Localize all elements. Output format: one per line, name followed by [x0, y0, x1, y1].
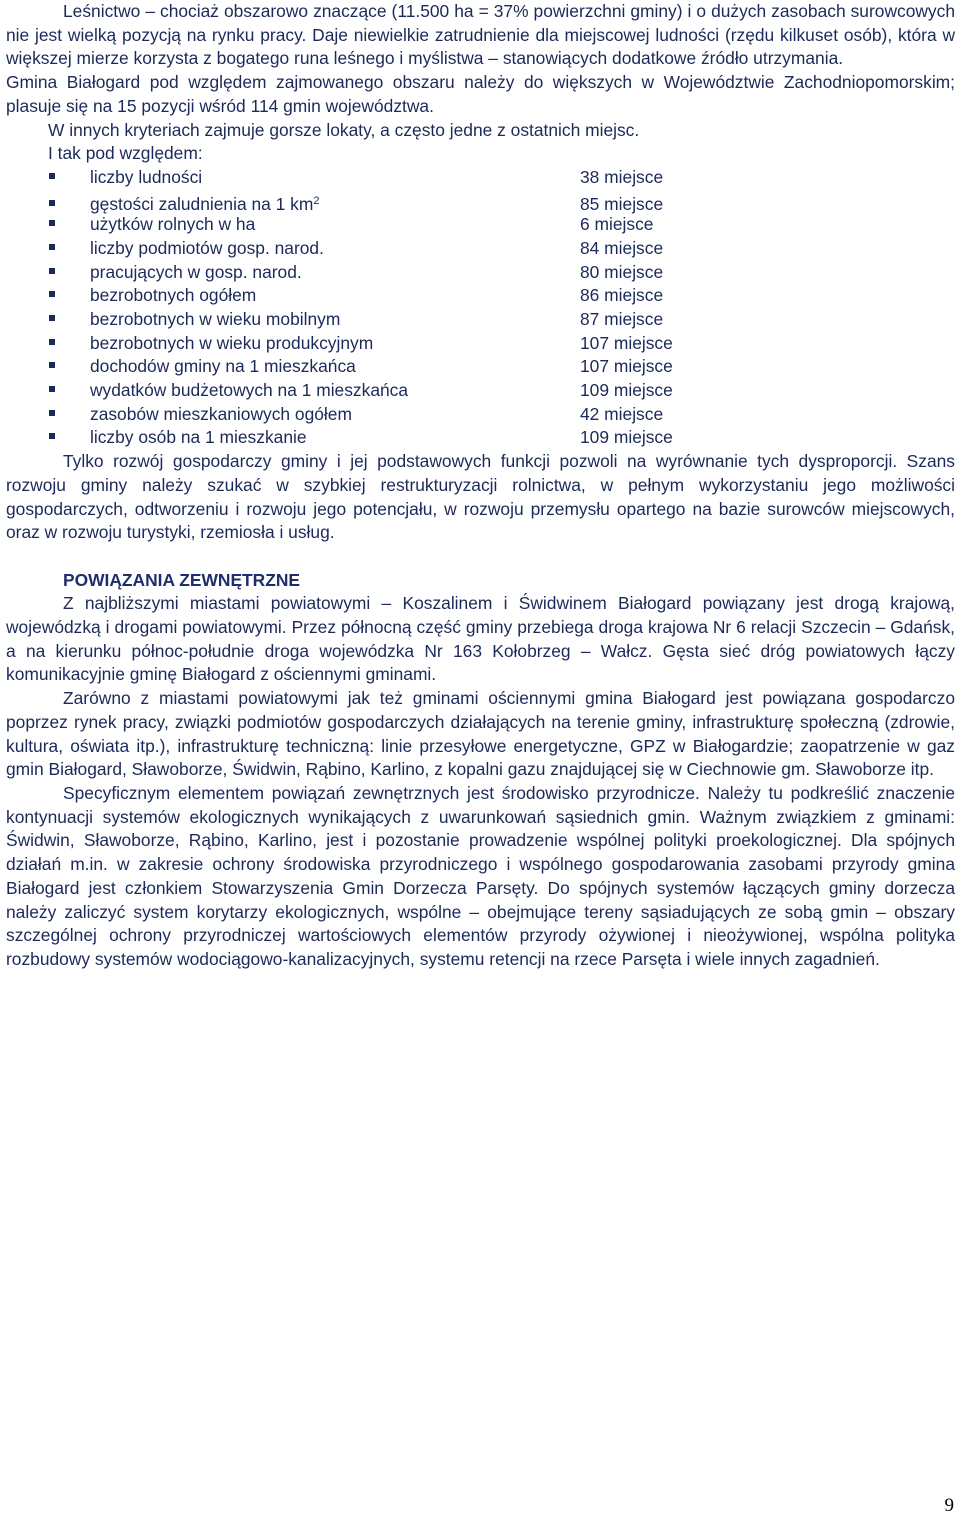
ranking-value: 107 miejsce [580, 332, 673, 353]
section-heading: POWIĄZANIA ZEWNĘTRZNE [63, 569, 301, 590]
ranking-value: 85 miejsce [580, 193, 664, 214]
list-item [48, 308, 955, 332]
document-page [6, 0, 955, 972]
list-item [48, 403, 955, 427]
superscript: 2 [313, 194, 320, 207]
ranking-value: 109 miejsce [580, 380, 673, 401]
ranking-value: 107 miejsce [580, 356, 673, 377]
list-item [48, 261, 955, 285]
ranking-label: użytków rolnych w ha [90, 214, 256, 235]
ranking-label: bezrobotnych w wieku produkcyjnym [90, 332, 374, 353]
list-item [48, 426, 955, 450]
ranking-label: bezrobotnych ogółem [90, 285, 257, 306]
ranking-label: zasobów mieszkaniowych ogółem [90, 403, 352, 424]
ranking-label: pracujących w gosp. narod. [90, 261, 302, 282]
ranking-label: liczby podmiotów gosp. narod. [90, 237, 324, 258]
ranking-intro: I tak pod względem: [48, 143, 203, 164]
ranking-value: 84 miejsce [580, 237, 664, 258]
ranking-value: 86 miejsce [580, 285, 664, 306]
ranking-label [48, 190, 580, 217]
list-item [48, 213, 955, 237]
economic-links-paragraph: Zarówno z miastami powiatowymi jak też gminami ościennymi gmina Białogard jest powiązana gospodarczo poprzez rynek pracy, związki podmiotów gospodarczych działających na terenie gminy, infrastrukturę społeczną (zdrowie, kultura, oświata itp.), infrastrukturę techniczną: linie przesyłowe energetyczne, GPZ w Białogardzie; zaopatrzenie w gaz gmin Białogard, Sławoborze, Świdwin, Rąbino, Karlino, z kopalni gazu znajdującej się w Ciechnowie gm. Sławoborze itp. [6, 688, 955, 780]
ranking-label: liczby osób na 1 mieszkanie [90, 427, 307, 448]
list-item [48, 284, 955, 308]
ranking-value: 87 miejsce [580, 309, 664, 330]
ranking-value: 80 miejsce [580, 261, 664, 282]
list-item [48, 332, 955, 356]
list-item [48, 190, 955, 214]
ranking-value: 6 miejsce [580, 214, 654, 235]
list-item [48, 166, 955, 190]
ranking-label: dochodów gminy na 1 mieszkańca [90, 356, 356, 377]
ranking-value: 109 miejsce [580, 427, 673, 448]
page-number: 9 [944, 1495, 954, 1516]
ranking-value: 42 miejsce [580, 403, 664, 424]
list-item [48, 237, 955, 261]
ranking-label: bezrobotnych w wieku mobilnym [90, 309, 341, 330]
forestry-paragraph: Leśnictwo – chociaż obszarowo znaczące (11.500 ha = 37% powierzchni gminy) i o dużych zasobach surowcowych nie jest wielką pozycją na rynku pracy. Daje niewielkie zatrudnienie dla miejscowej ludności (rzędu kilkuset osób), która w większej mierze korzysta z bogatego runa leśnego i myślistwa – stanowiących dodatkowe źródło utrzymania. [6, 1, 955, 69]
list-item [48, 379, 955, 403]
environment-paragraph: Specyficznym elementem powiązań zewnętrznych jest środowisko przyrodnicze. Należy tu podkreślić znaczenie kontynuacji systemów ekologicznych wynikających z uwarunkowań sąsiednich gmin. Ważnym związkiem z gminami: Świdwin, Sławoborze, Rąbino, Karlino, jest i pozostanie prowadzenie wspólnej polityki proekologicznej. Dla spójnych działań m.in. w zakresie ochrony środowiska przyrodniczego i wspólnego gospodarowania zasobami przyrody gmina Białogard jest członkiem Stowarzyszenia Gmin Dorzecza Parsęty. Do spójnych systemów łączących gminy dorzecza należy zaliczyć system korytarzy ekologicznych, wspólne – obejmujące tereny sąsiadujących ze sobą gmin – obszary szczególnej ochrony przyrodniczej wartościowych elementów przyrody ożywionej i nieożywionej, wspólna polityka rozbudowy systemów wodociągowo-kanalizacyjnych, systemu retencji na rzece Parsęta i wiele innych zagadnień. [6, 783, 955, 969]
ranking-value: 38 miejsce [580, 166, 664, 187]
area-ranking-paragraph: Gmina Białogard pod względem zajmowanego obszaru należy do większych w Województwie Zachodniopomorskim; plasuje się na 15 pozycji wśród 114 gmin województwa. [6, 72, 955, 116]
development-paragraph: Tylko rozwój gospodarczy gminy i jej podstawowych funkcji pozwoli na wyrównanie tych dysproporcji. Szans rozwoju gminy należy szukać w szybkiej restrukturyzacji rolnictwa, w pełnym wykorzystaniu jego możliwości gospodarczych, odtworzeniu i rozwoju jego potencjału, w rozwoju przemysłu opartego na bazie surowców miejscowych, oraz w rozwoju turystyki, rzemiosła i usług. [6, 451, 955, 543]
ranking-label-text: gęstości zaludnienia na 1 km [90, 193, 314, 214]
rankings-list [6, 166, 955, 450]
ranking-label: liczby ludności [90, 166, 203, 187]
list-item [48, 355, 955, 379]
ranking-label: wydatków budżetowych na 1 mieszkańca [90, 380, 409, 401]
roads-paragraph: Z najbliższymi miastami powiatowymi – Koszalinem i Świdwinem Białogard powiązany jest drogą krajową, wojewódzką i drogami powiatowymi. Przez północną część gminy przebiega droga krajowa Nr 6 relacji Szczecin – Gdańsk, a na kierunku północ-południe droga wojewódzka Nr 163 Kołobrzeg – Wałcz. Gęsta sieć dróg powiatowych łączy komunikacyjnie gminę Białogard z ościennymi gminami. [6, 593, 955, 685]
other-criteria-paragraph: W innych kryteriach zajmuje gorsze lokaty, a często jedne z ostatnich miejsc. [48, 119, 640, 140]
